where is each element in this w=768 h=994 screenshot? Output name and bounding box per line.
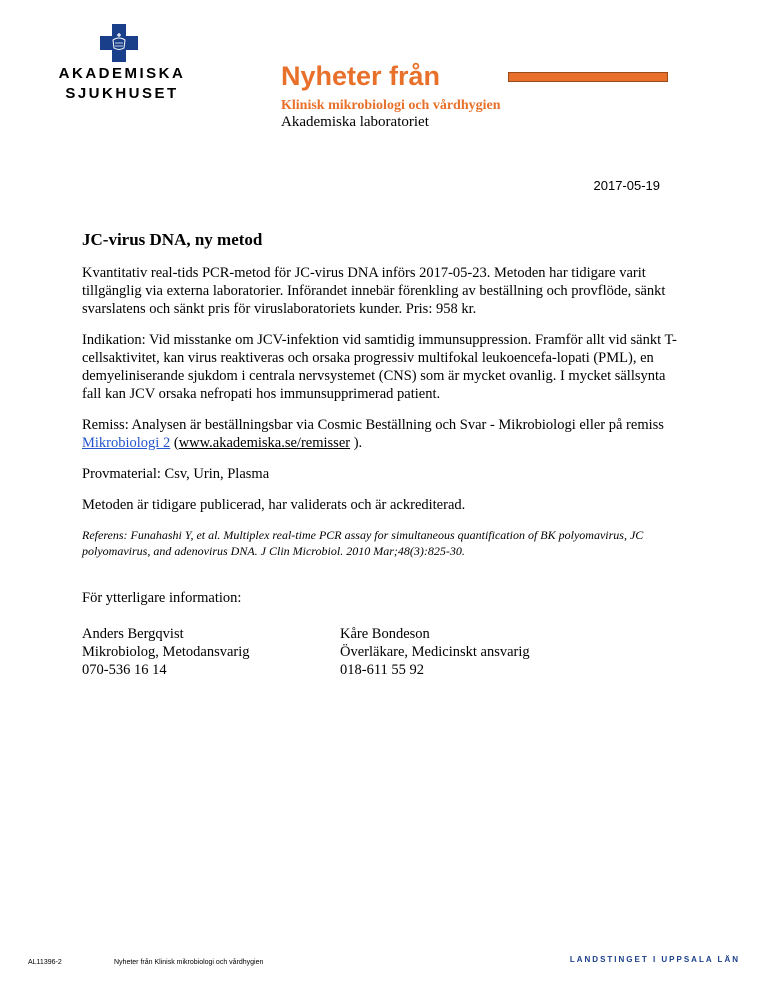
remiss-paragraph	[82, 416, 682, 452]
newsletter-title: Nyheter från	[281, 61, 441, 91]
contact-name: Anders Bergqvist	[82, 626, 184, 642]
remisser-url-link[interactable]: www.akademiska.se/remisser	[178, 435, 351, 451]
department-name: Klinisk mikrobiologi och vårdhygien	[281, 98, 501, 113]
contact-role: Överläkare, Medicinskt ansvarig	[340, 644, 530, 660]
article-body	[82, 230, 682, 679]
footer-title: Nyheter från Klinisk mikrobiologi och vårdhygien	[114, 959, 264, 966]
mikrobiologi-2-link[interactable]: Mikrobiologi 2	[82, 435, 171, 451]
contact-role: Mikrobiolog, Metodansvarig	[82, 644, 250, 660]
method-status: Metoden är tidigare publicerad, har validerats och är ackrediterad.	[82, 497, 466, 513]
logo-wordmark	[52, 64, 192, 104]
contact-phone: 070-536 16 14	[82, 662, 167, 678]
logo-line-1: AKADEMISKA	[58, 65, 186, 82]
county-council-wordmark: LANDSTINGET I UPPSALA LÄN	[569, 955, 740, 964]
remiss-prefix: Remiss: Analysen är beställningsbar via Cosmic Beställning och Svar - Mikrobiologi eller på remiss	[82, 417, 664, 433]
logo-line-2: SJUKHUSET	[65, 85, 179, 102]
reference-citation: Referens: Funahashi Y, et al. Multiplex real-time PCR assay for simultaneous quantification of BK polyomavirus, JC polyomavirus, and adenovirus DNA. J Clin Microbiol. 2010 Mar;48(3):825-30.	[82, 528, 644, 558]
contact-phone: 018-611 55 92	[340, 662, 425, 678]
header-accent-bar	[508, 72, 668, 82]
remiss-suffix: ).	[350, 435, 363, 451]
intro-paragraph: Kvantitativ real-tids PCR-metod för JC-virus DNA införs 2017-05-23. Metoden har tidigare varit tillgänglig via externa laboratorier. Införandet innebär förenkling av beställning och provflöde, sänkt svarslatens och sänkt pris för viruslaboratoriets kunder. Pris: 958 kr.	[82, 265, 666, 317]
indication-paragraph: Indikation: Vid misstanke om JCV-infektion vid samtidig immunsuppression. Framför allt vid sänkt T-cellsaktivitet, kan virus reaktiveras och orsaka progressiv multifokal leukoencefa-lopati (PML), en demyeliniserande sjukdom i centrala nervsystemet (CNS) som är mycket ovanlig. I mycket sällsynta fall kan JCV orsaka nefropati hos immunsupprimerad patient.	[82, 332, 677, 402]
more-info-label: För ytterligare information:	[82, 590, 242, 606]
remiss-mid: (	[170, 435, 179, 451]
publication-date: 2017-05-19	[593, 178, 660, 193]
article-heading: JC-virus DNA, ny metod	[82, 230, 263, 249]
organization-name: Akademiska laboratoriet	[281, 114, 429, 130]
hospital-cross-logo-icon	[100, 24, 138, 62]
sample-material: Provmaterial: Csv, Urin, Plasma	[82, 466, 270, 482]
contacts-block	[82, 625, 682, 679]
contact-name: Kåre Bondeson	[340, 626, 430, 642]
contact-card	[82, 625, 340, 679]
document-code: AL11396-2	[28, 959, 62, 966]
contact-card	[340, 625, 530, 679]
